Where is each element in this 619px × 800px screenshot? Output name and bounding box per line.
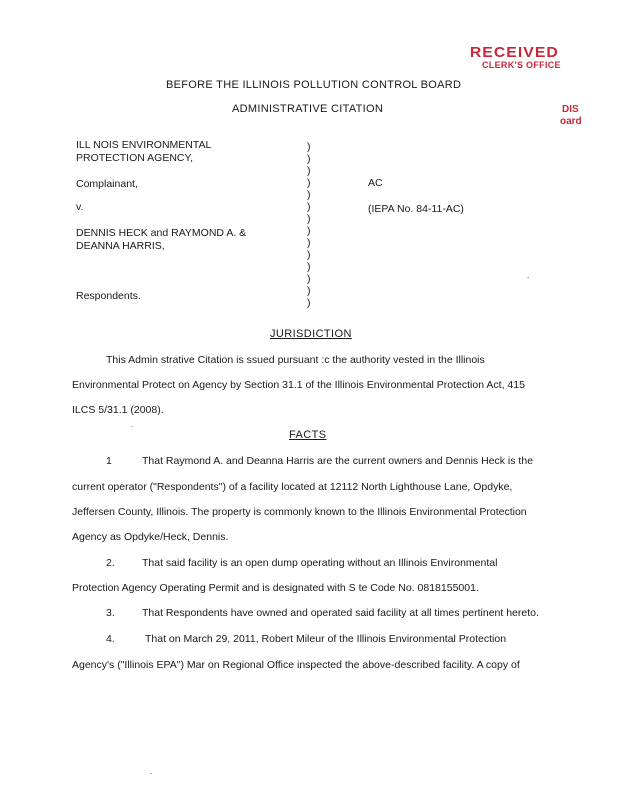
caption-parenthesis: ) xyxy=(307,153,311,165)
caption-parenthesis: ) xyxy=(307,165,311,177)
respondent-name-line1: DENNIS HECK and RAYMOND A. & xyxy=(76,227,247,239)
caption-parenthesis: ) xyxy=(307,201,311,213)
document-type-heading: ADMINISTRATIVE CITATION xyxy=(232,103,384,115)
fact-line: current operator ("Respondents") of a facility located at 12112 North Lighthouse Lane, Opdyke, xyxy=(72,481,513,493)
paragraph-number: 3. xyxy=(106,607,115,619)
caption-parenthesis: ) xyxy=(307,273,311,285)
respondent-name-line2: DEANNA HARRIS, xyxy=(76,240,165,252)
complainant-name-line2: PROTECTION AGENCY, xyxy=(76,152,194,164)
fact-line: That said facility is an open dump operating without an Illinois Environmental xyxy=(142,557,498,569)
caption-parenthesis: ) xyxy=(307,213,311,225)
jurisdiction-line: Environmental Protect on Agency by Section 31.1 of the Illinois Environmental Protection Act, 415 xyxy=(72,379,525,391)
caption-parenthesis: ) xyxy=(307,225,311,237)
caption-parenthesis: ) xyxy=(307,297,311,309)
fact-line: That Raymond A. and Deanna Harris are the current owners and Dennis Heck is the xyxy=(142,455,534,467)
caption-parenthesis: ) xyxy=(307,177,311,189)
case-type: AC xyxy=(368,177,383,189)
clerks-office-stamp: CLERK'S OFFICE xyxy=(482,60,561,70)
fact-line: Protection Agency Operating Permit and is designated with S te Code No. 0818155001. xyxy=(72,582,479,594)
jurisdiction-heading: JURISDICTION xyxy=(270,328,352,340)
received-stamp: RECEIVED xyxy=(469,44,559,61)
caption-parenthesis: ) xyxy=(307,141,311,153)
fact-line: Agency's ("Illinois EPA") Mar on Regional Office inspected the above-described facility. A copy of xyxy=(72,659,520,671)
caption-parenthesis: ) xyxy=(307,189,311,201)
stamp-fragment: DIS xyxy=(562,104,579,115)
paragraph-number: 1 xyxy=(106,455,112,467)
stray-mark: . xyxy=(150,767,153,776)
caption-parenthesis: ) xyxy=(307,249,311,261)
complainant-name-line1: ILL NOIS ENVIRONMENTAL xyxy=(76,139,212,151)
case-number: (IEPA No. 84-11-AC) xyxy=(368,203,464,215)
respondent-label: Respondents. xyxy=(76,290,141,302)
stamp-fragment: oard xyxy=(560,116,582,127)
fact-line: That on March 29, 2011, Robert Mileur of the Illinois Environmental Protection xyxy=(145,633,507,645)
fact-line: Jeffersen County, Illinois. The property is commonly known to the Illinois Environmental Protection xyxy=(72,506,527,518)
caption-parenthesis: ) xyxy=(307,285,311,297)
fact-line: Agency as Opdyke/Heck, Dennis. xyxy=(72,531,229,543)
complainant-label: Complainant, xyxy=(76,178,138,190)
paragraph-number: 2. xyxy=(106,557,115,569)
caption-parenthesis: ) xyxy=(307,261,311,273)
stray-mark: . xyxy=(131,420,134,429)
versus-label: v. xyxy=(76,201,84,213)
jurisdiction-line: ILCS 5/31.1 (2008). xyxy=(72,404,164,416)
caption-parenthesis: ) xyxy=(307,237,311,249)
paragraph-number: 4. xyxy=(106,633,115,645)
facts-heading: FACTS xyxy=(289,429,327,441)
stray-mark: . xyxy=(527,271,530,280)
jurisdiction-line: This Admin strative Citation is ssued pursuant :c the authority vested in the Illinois xyxy=(106,354,485,366)
board-heading: BEFORE THE ILLINOIS POLLUTION CONTROL BOARD xyxy=(166,79,462,91)
fact-line: That Respondents have owned and operated said facility at all times pertinent hereto. xyxy=(142,607,539,619)
